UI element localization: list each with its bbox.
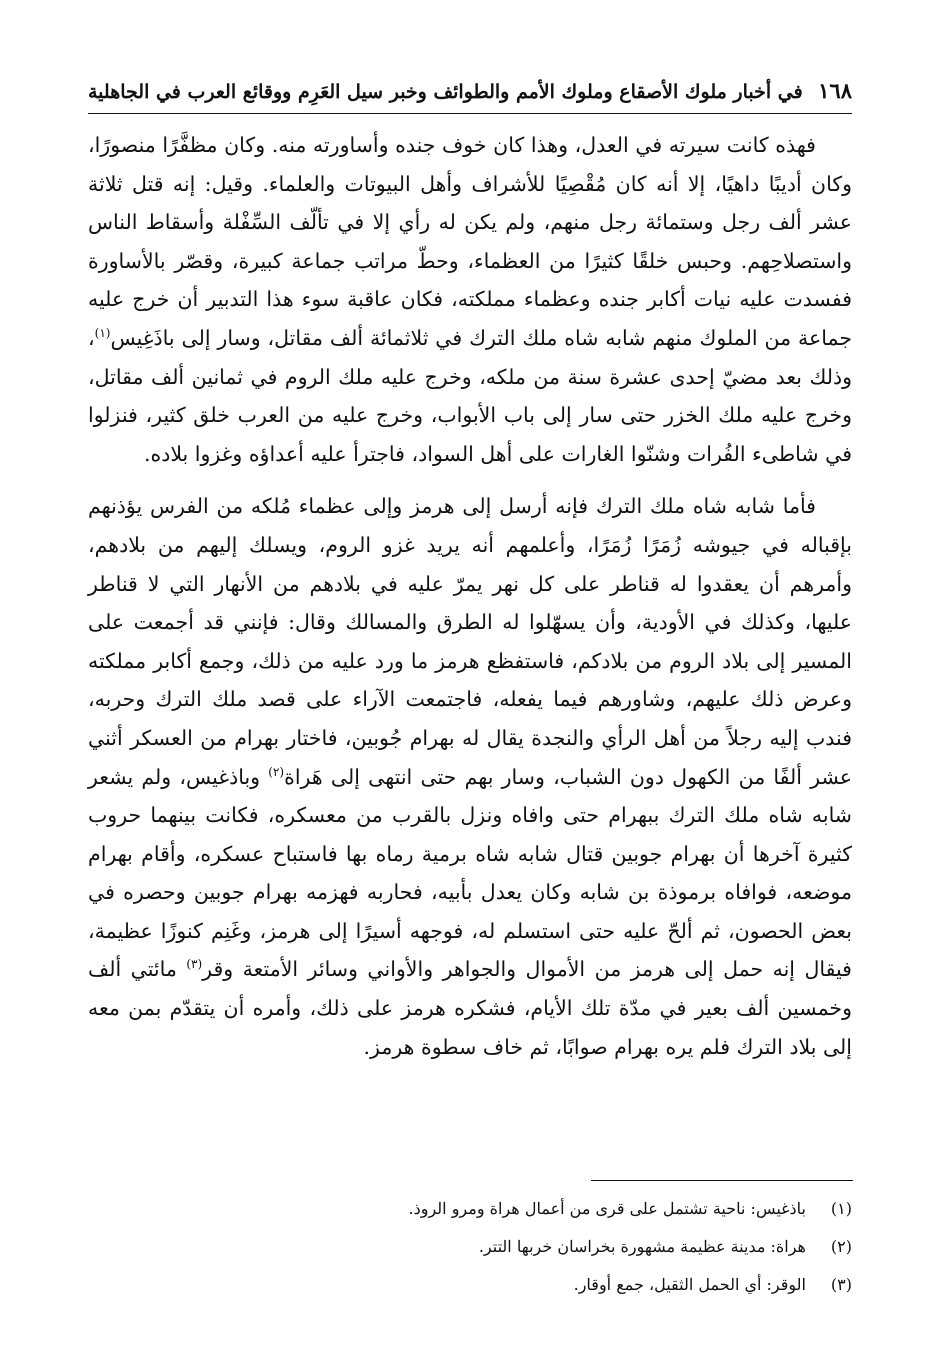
- body-text: [88, 126, 852, 1066]
- page-number: ١٦٨: [818, 78, 852, 103]
- footnote-number: (١): [830, 1199, 852, 1218]
- paragraph-2-part-2: وباذغيس، ولم يشعر شابه شاه ملك الترك ببهرام حتى وافاه ونزل بالقرب من معسكره، فكانت بينهما حروب كثيرة آخرها أن بهرام جوبين قتال شابه شاه برمية رماه بها فاستباح عسكره، وأقام بهرام موضعه، فوافاه برموذة بن شابه وكان يعدل بأبيه، فحاربه فهزمه بهرام جوبين وحصره في بعض الحصون، ثم ألحّ عليه حتى استسلم له، فوجهه أسيرًا إلى هرمز، وغَنِم كنوزًا عظيمة، فيقال إنه حمل إلى هرمز من الأموال والجواهر والأواني وسائر الأمتعة وقر: [88, 764, 852, 982]
- footnote-ref-2: (٢): [268, 764, 285, 779]
- paragraph-1-part-1: فهذه كانت سيرته في العدل، وهذا كان خوف جنده وأساورته منه. وكان مظفَّرًا منصورًا، وكان أديبًا داهيًا، إلا أنه كان مُقْصِيًا للأشراف وأهل البيوتات والعلماء. وقيل: إنه قتل ثلاثة عشر ألف رجل وستمائة رجل منهم، ولم يكن له رأي إلا في تألّف السِّفْلة وأسقاط الناس واستصلاحِهم. وحبس خلقًا كثيرًا من العظماء، وحطّ مراتب جماعة كبيرة، وقصّر بالأساورة ففسدت عليه نيات أكابر جنده وعظماء مملكته، فكان عاقبة سوء هذا التدبير أن خرج عليه جماعة من الملوك منهم شابه شاه ملك الترك في ثلاثمائة ألف مقاتل، وسار إلى باذَغِيس: [88, 133, 852, 350]
- footnote-text: باذغيس: ناحية تشتمل على قرى من أعمال هراة ومرو الروذ.: [408, 1199, 806, 1218]
- footnote-3: [88, 1266, 852, 1304]
- paragraph-2-part-3: مائتي ألف وخمسين ألف بعير في مدّة تلك الأيام، فشكره هرمز على ذلك، وأمره أن يتقدّم بمن معه إلى بلاد الترك فلم يره بهرام صوابًا، ثم خاف سطوة هرمز.: [88, 957, 852, 1059]
- footnote-2: [88, 1228, 852, 1266]
- footnotes: [88, 1190, 852, 1304]
- footnote-text: الوقر: أي الحمل الثقيل، جمع أوقار.: [573, 1275, 806, 1294]
- footnote-number: (٣): [830, 1275, 852, 1294]
- paragraph-1: [88, 126, 852, 473]
- running-header: [88, 78, 852, 114]
- footnote-ref-3: (٣): [186, 957, 203, 972]
- running-title: في أخبار ملوك الأصقاع وملوك الأمم والطوائف وخبر سيل العَرِم ووقائع العرب في الجاهلية: [88, 81, 803, 103]
- paragraph-2-part-1: فأما شابه شاه ملك الترك فإنه أرسل إلى هرمز وإلى عظماء مُلكه من الفرس يؤذنهم بإقباله في جيوشه زُمَرًا زُمَرًا، وأعلمهم أنه يريد غزو الروم، ويسلك إليهم من بلادهم، وأمرهم أن يعقدوا له قناطر على كل نهر يمرّ عليه في بلادهم من الأنهار التي لا قناطر عليها، وكذلك في الأودية، وأن يسهّلوا له الطرق والمسالك وقال: فإنني قد أجمعت على المسير إلى بلاد الروم من بلادكم، فاستفظع هرمز ما ورد عليه من ذلك، وجمع أكابر مملكته وعرض ذلك عليهم، وشاورهم فيما يفعله، فاجتمعت الآراء على قصد ملك الترك وحربه، فندب إليه رجلاً من أهل الرأي والنجدة يقال له بهرام جُوبين، فاختار بهرام من العسكر أثني عشر ألفًا من الكهول دون الشباب، وسار بهم حتى انتهى إلى هَراة: [88, 494, 853, 789]
- paragraph-1-part-2: ، وذلك بعد مضيّ إحدى عشرة سنة من ملكه، وخرج عليه ملك الروم في ثمانين ألف مقاتل، وخرج عليه ملك الخزر حتى سار إلى باب الأبواب، وخرج عليه من العرب خلق كثير، فنزلوا في شاطىء الفُرات وشنّوا الغارات على أهل السواد، فاجترأ عليه أعداؤه وغزوا بلاده.: [88, 325, 852, 466]
- book-page: [88, 78, 852, 1066]
- paragraph-2: [88, 487, 852, 1066]
- footnote-number: (٢): [830, 1237, 852, 1256]
- footnote-separator: [591, 1180, 853, 1181]
- footnote-1: [88, 1190, 852, 1228]
- footnote-text: هراة: مدينة عظيمة مشهورة بخراسان خربها التتر.: [478, 1237, 806, 1256]
- footnote-ref-1: (١): [94, 326, 111, 341]
